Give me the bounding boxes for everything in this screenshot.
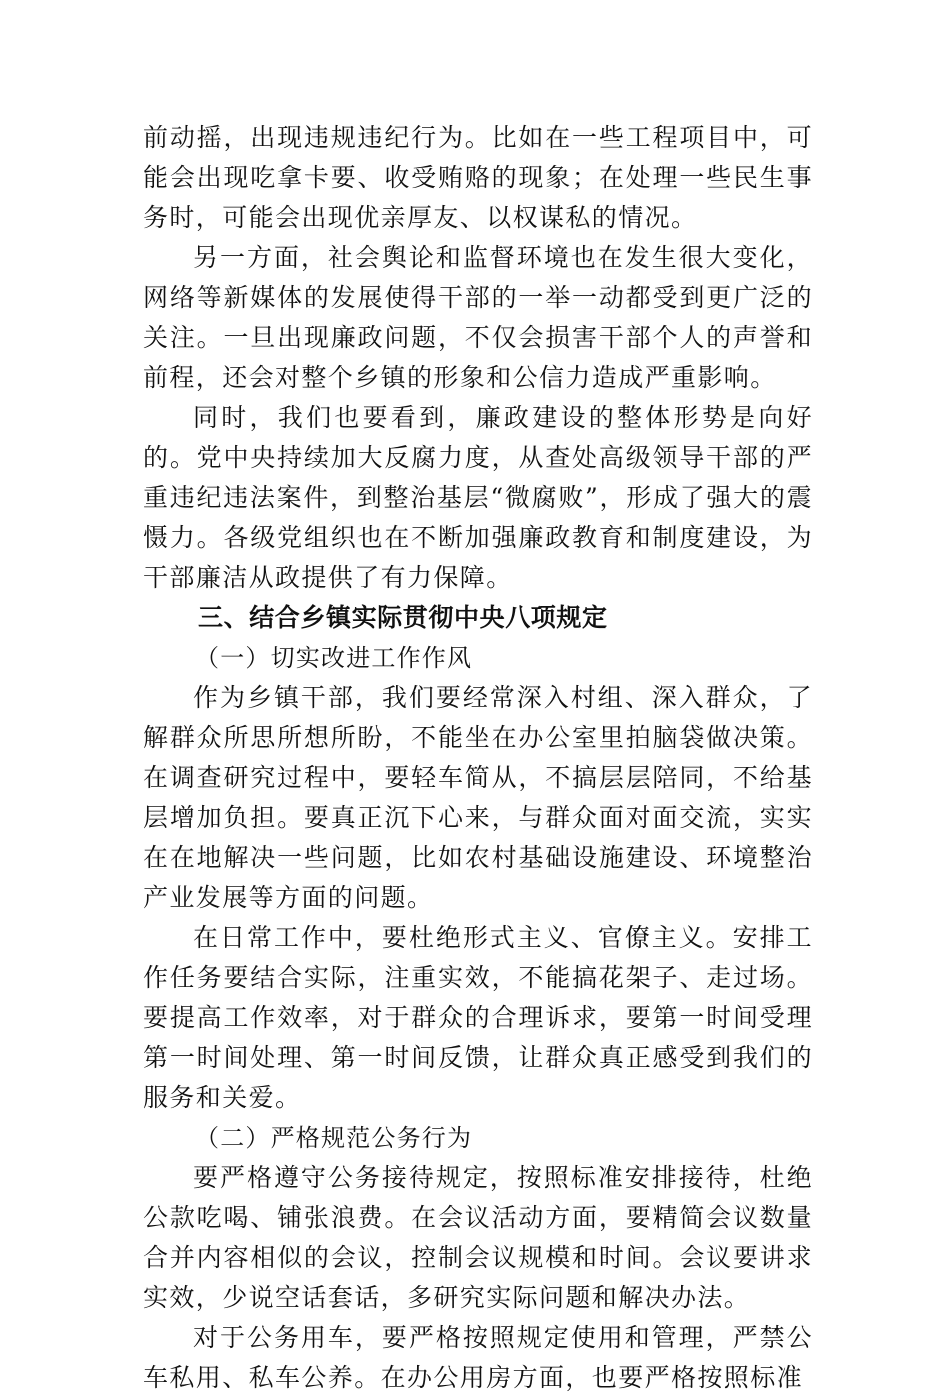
paragraph: 在日常工作中，要杜绝形式主义、官僚主义。安排工作任务要结合实际，注重实效，不能搞花架子、走过场。要提高工作效率，对于群众的合理诉求，要第一时间受理第一时间处理、第一时间反馈，让群众真正感受到我们的服务和关爱。	[143, 923, 813, 1112]
paragraph: 另一方面，社会舆论和监督环境也在发生很大变化，网络等新媒体的发展使得干部的一举一动都受到更广泛的关注。一旦出现廉政问题，不仅会损害干部个人的声誉和前程，还会对整个乡镇的形象和公信力造成严重影响。	[143, 243, 813, 392]
document-body	[143, 118, 813, 1398]
paragraph: 同时，我们也要看到，廉政建设的整体形势是向好的。党中央持续加大反腐力度，从查处高级领导干部的严重违纪违法案件，到整治基层“微腐败”，形成了强大的震慑力。各级党组织也在不断加强廉政教育和制度建设，为干部廉洁从政提供了有力保障。	[143, 403, 813, 592]
subsection-heading: （一）切实改进工作作风	[195, 644, 473, 672]
paragraph: 对于公务用车，要严格按照规定使用和管理，严禁公车私用、私车公养。在办公用房方面，也要严格按照标准	[143, 1323, 813, 1392]
subsection-heading: （二）严格规范公务行为	[195, 1124, 473, 1152]
paragraph: 前动摇，出现违规违纪行为。比如在一些工程项目中，可能会出现吃拿卡要、收受贿赂的现象；在处理一些民生事务时，可能会出现优亲厚友、以权谋私的情况。	[143, 123, 813, 232]
paragraph: 要严格遵守公务接待规定，按照标准安排接待，杜绝公款吃喝、铺张浪费。在会议活动方面，要精简会议数量合并内容相似的会议，控制会议规模和时间。会议要讲求实效，少说空话套话，多研究实际问题和解决办法。	[143, 1163, 813, 1312]
paragraph: 作为乡镇干部，我们要经常深入村组、深入群众，了解群众所思所想所盼，不能坐在办公室里拍脑袋做决策。在调查研究过程中，要轻车简从，不搞层层陪同，不给基层增加负担。要真正沉下心来，与群众面对面交流，实实在在地解决一些问题，比如农村基础设施建设、环境整治产业发展等方面的问题。	[143, 683, 813, 912]
section-heading: 三、结合乡镇实际贯彻中央八项规定	[198, 603, 608, 632]
